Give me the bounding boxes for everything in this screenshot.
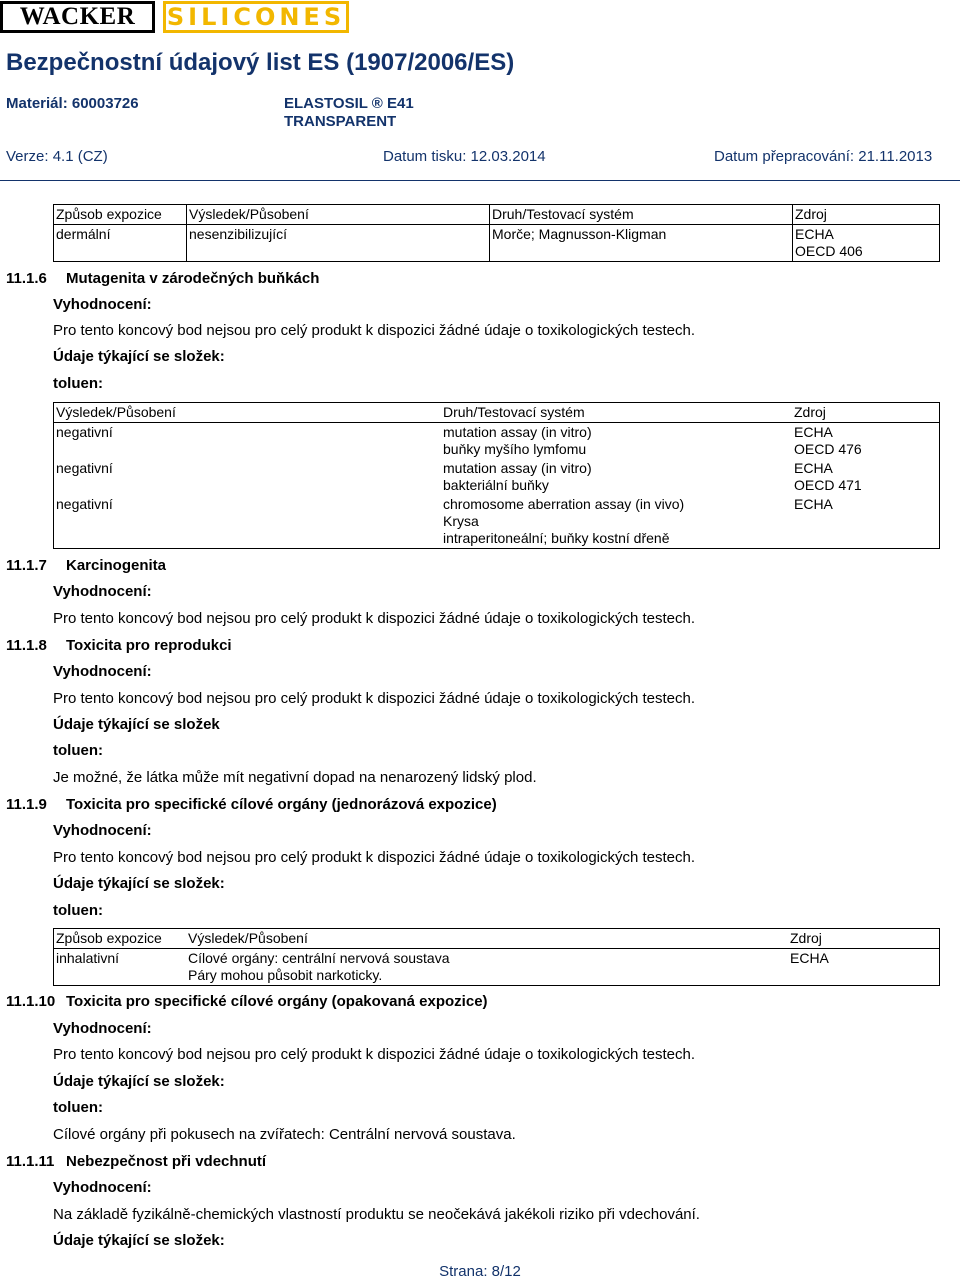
section-title: Karcinogenita xyxy=(66,557,167,574)
section-heading-11-1-10 xyxy=(6,993,488,1011)
no-data-text: Pro tento koncový bod nejsou pro celý produkt k dispozici žádné údaje o toxikologických testech. xyxy=(53,849,696,866)
no-data-text: Pro tento koncový bod nejsou pro celý produkt k dispozici žádné údaje o toxikologických testech. xyxy=(53,322,696,339)
table-cell: dermální xyxy=(54,225,187,262)
section-heading-11-1-11 xyxy=(6,1153,266,1171)
table-header-row xyxy=(54,205,940,225)
section-title: Toxicita pro reprodukci xyxy=(66,637,232,654)
section-title: Mutagenita v zárodečných buňkách xyxy=(66,270,320,287)
product-name-line2: TRANSPARENT xyxy=(284,113,397,130)
result-line: Páry mohou působit narkoticky. xyxy=(188,967,383,983)
table-header-cell: Výsledek/Působení xyxy=(187,205,490,225)
table-header-cell: Výsledek/Působení xyxy=(186,929,788,949)
table-header-cell: Způsob expozice xyxy=(54,929,187,949)
wacker-logo: WACKER xyxy=(0,1,155,33)
table-row xyxy=(54,459,940,495)
table-cell: negativní xyxy=(54,459,442,495)
components-label: Údaje týkající se složek xyxy=(53,716,220,733)
section-number: 11.1.6 xyxy=(6,270,47,287)
toluene-label: toluen: xyxy=(53,1099,103,1116)
section-heading-11-1-8 xyxy=(6,637,232,655)
revision-date: Datum přepracování: 21.11.2013 xyxy=(714,148,933,165)
table-cell: nesenzibilizující xyxy=(187,225,490,262)
system-line: mutation assay (in vitro) xyxy=(443,424,592,440)
mutagenicity-table xyxy=(53,402,940,549)
table-row xyxy=(54,949,940,986)
source-line: OECD 476 xyxy=(794,441,862,457)
evaluation-label: Vyhodnocení: xyxy=(53,296,152,313)
toluene-label: toluen: xyxy=(53,742,103,759)
source-line: ECHA xyxy=(794,496,833,512)
no-data-text: Pro tento koncový bod nejsou pro celý produkt k dispozici žádné údaje o toxikologických testech. xyxy=(53,1046,696,1063)
table-header-cell: Výsledek/Působení xyxy=(54,403,442,423)
table-header-cell: Druh/Testovací systém xyxy=(441,403,792,423)
system-line: intraperitoneální; buňky kostní dřeně xyxy=(443,530,670,546)
section-number: 11.1.9 xyxy=(6,796,47,813)
section-heading-11-1-7 xyxy=(6,557,166,575)
table-cell xyxy=(441,459,792,495)
toluene-label: toluen: xyxy=(53,902,103,919)
table-header-cell: Zdroj xyxy=(792,403,940,423)
section-title: Toxicita pro specifické cílové orgány (opakovaná expozice) xyxy=(66,993,488,1010)
header-divider xyxy=(0,180,960,181)
table-cell: inhalativní xyxy=(54,949,187,986)
source-line: ECHA xyxy=(794,424,833,440)
evaluation-label: Vyhodnocení: xyxy=(53,822,152,839)
result-line: Cílové orgány: centrální nervová soustava xyxy=(188,950,450,966)
skin-sensitization-table xyxy=(53,204,940,262)
system-line: Krysa xyxy=(443,513,479,529)
target-organs-note: Cílové orgány při pokusech na zvířatech: Centrální nervová soustava. xyxy=(53,1126,516,1143)
evaluation-label: Vyhodnocení: xyxy=(53,663,152,680)
section-number: 11.1.7 xyxy=(6,557,47,574)
source-line: ECHA xyxy=(795,226,834,242)
table-cell xyxy=(441,495,792,549)
source-line: OECD 471 xyxy=(794,477,862,493)
toluene-label: toluen: xyxy=(53,375,103,392)
components-label: Údaje týkající se složek: xyxy=(53,348,225,365)
system-line: bakteriální buňky xyxy=(443,477,549,493)
section-heading-11-1-6 xyxy=(6,270,319,288)
components-label: Údaje týkající se složek: xyxy=(53,1073,225,1090)
print-date: Datum tisku: 12.03.2014 xyxy=(383,148,546,165)
table-header-cell: Druh/Testovací systém xyxy=(490,205,793,225)
silicones-logo: SILICONES xyxy=(163,1,349,33)
table-header-cell: Zdroj xyxy=(793,205,940,225)
section-title: Nebezpečnost při vdechnutí xyxy=(66,1153,267,1170)
section-number: 11.1.8 xyxy=(6,637,47,654)
section-number: 11.1.11 xyxy=(6,1153,55,1170)
logos xyxy=(0,1,349,37)
page-number: Strana: 8/12 xyxy=(439,1263,521,1280)
section-heading-11-1-9 xyxy=(6,796,497,814)
table-row xyxy=(54,423,940,460)
table-cell: negativní xyxy=(54,423,442,460)
version: Verze: 4.1 (CZ) xyxy=(6,148,108,165)
table-cell xyxy=(441,423,792,460)
product-name-line1: ELASTOSIL ® E41 xyxy=(284,95,414,112)
table-header-cell: Způsob expozice xyxy=(54,205,187,225)
table-row xyxy=(54,495,940,549)
system-line: buňky myšího lymfomu xyxy=(443,441,587,457)
table-cell xyxy=(793,225,940,262)
evaluation-label: Vyhodnocení: xyxy=(53,1020,152,1037)
reproduction-note: Je možné, že látka může mít negativní dopad na nenarozený lidský plod. xyxy=(53,769,537,786)
no-data-text: Pro tento koncový bod nejsou pro celý produkt k dispozici žádné údaje o toxikologických testech. xyxy=(53,610,696,627)
table-header-cell: Zdroj xyxy=(788,929,940,949)
evaluation-label: Vyhodnocení: xyxy=(53,1179,152,1196)
document-title: Bezpečnostní údajový list ES (1907/2006/ES) xyxy=(6,49,515,76)
system-line: chromosome aberration assay (in vivo) xyxy=(443,496,685,512)
table-cell xyxy=(792,495,940,549)
components-label: Údaje týkající se složek: xyxy=(53,1232,225,1249)
stot-single-table xyxy=(53,928,940,986)
table-row xyxy=(54,225,940,262)
components-label: Údaje týkající se složek: xyxy=(53,875,225,892)
section-title: Toxicita pro specifické cílové orgány (jednorázová expozice) xyxy=(66,796,497,813)
table-cell: ECHA xyxy=(788,949,940,986)
source-line: ECHA xyxy=(794,460,833,476)
section-number: 11.1.10 xyxy=(6,993,56,1010)
table-cell xyxy=(186,949,788,986)
evaluation-label: Vyhodnocení: xyxy=(53,583,152,600)
table-cell xyxy=(792,423,940,460)
table-cell: negativní xyxy=(54,495,442,549)
table-header-row xyxy=(54,403,940,423)
system-line: mutation assay (in vitro) xyxy=(443,460,592,476)
material-number: Materiál: 60003726 xyxy=(6,95,139,112)
table-header-row xyxy=(54,929,940,949)
aspiration-note: Na základě fyzikálně-chemických vlastností produktu se neočekává jakékoli riziko při vdechování. xyxy=(53,1206,700,1223)
no-data-text: Pro tento koncový bod nejsou pro celý produkt k dispozici žádné údaje o toxikologických testech. xyxy=(53,690,696,707)
source-line: OECD 406 xyxy=(795,243,863,259)
table-cell: Morče; Magnusson-Kligman xyxy=(490,225,793,262)
table-cell xyxy=(792,459,940,495)
